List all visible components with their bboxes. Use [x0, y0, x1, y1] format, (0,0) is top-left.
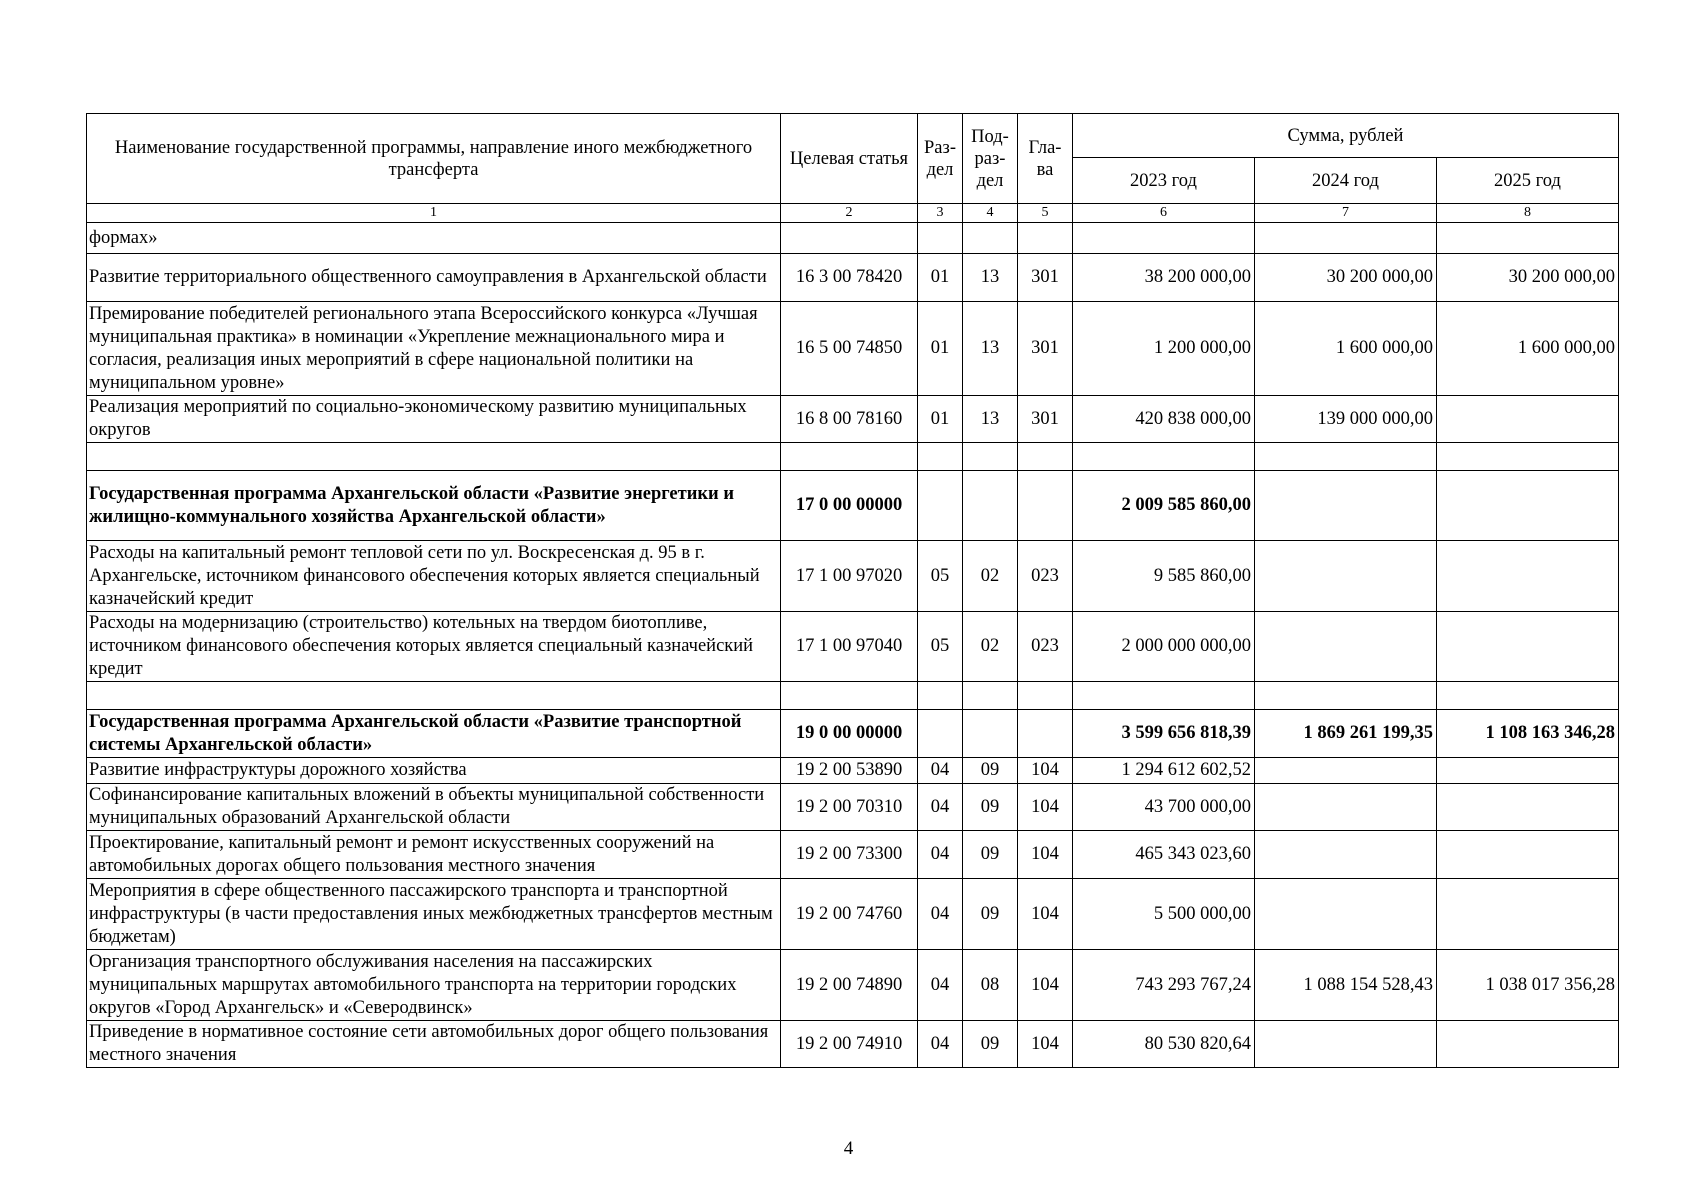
- table-row: [87, 879, 1619, 950]
- table-row: [87, 541, 1619, 612]
- table-row: [87, 831, 1619, 879]
- row-code: 16 5 00 74850: [781, 302, 918, 396]
- row-code: 17 0 00 00000: [781, 471, 918, 541]
- row-name: Государственная программа Архангельской области «Развитие энергетики и жилищно-коммунального хозяйства Архангельской области»: [87, 471, 781, 541]
- row-amount-2025: [1437, 396, 1619, 443]
- table-row: [87, 1021, 1619, 1068]
- row-amount-2025: [1437, 443, 1619, 471]
- row-amount-2023: [1073, 443, 1255, 471]
- row-amount-2024: [1255, 223, 1437, 254]
- header-subsection: Под-раз-дел: [963, 114, 1018, 204]
- row-name: [87, 443, 781, 471]
- row-podrazdel: 09: [963, 758, 1018, 784]
- row-razdel: 04: [918, 1021, 963, 1068]
- row-razdel: 04: [918, 784, 963, 831]
- column-number: 8: [1437, 204, 1619, 223]
- row-amount-2024: [1255, 682, 1437, 710]
- row-amount-2023: 743 293 767,24: [1073, 950, 1255, 1021]
- row-amount-2023: 2 000 000 000,00: [1073, 612, 1255, 682]
- row-code: [781, 223, 918, 254]
- column-number: 4: [963, 204, 1018, 223]
- row-code: 19 0 00 00000: [781, 710, 918, 758]
- page-number: 4: [843, 1138, 854, 1159]
- row-podrazdel: 08: [963, 950, 1018, 1021]
- row-amount-2023: 2 009 585 860,00: [1073, 471, 1255, 541]
- row-amount-2023: 420 838 000,00: [1073, 396, 1255, 443]
- header-sum: Сумма, рублей: [1073, 114, 1619, 158]
- row-name: Расходы на модернизацию (строительство) котельных на твердом биотопливе, источником финансового обеспечения которых является специальный казначейский кредит: [87, 612, 781, 682]
- column-number: 2: [781, 204, 918, 223]
- row-podrazdel: 09: [963, 831, 1018, 879]
- row-glava: [1018, 443, 1073, 471]
- row-razdel: [918, 710, 963, 758]
- row-code: 19 2 00 53890: [781, 758, 918, 784]
- row-amount-2023: 43 700 000,00: [1073, 784, 1255, 831]
- row-amount-2023: 1 294 612 602,52: [1073, 758, 1255, 784]
- header-year-2024: 2024 год: [1255, 158, 1437, 204]
- row-amount-2025: 1 600 000,00: [1437, 302, 1619, 396]
- header-year-2025: 2025 год: [1437, 158, 1619, 204]
- row-amount-2025: [1437, 879, 1619, 950]
- column-number: 3: [918, 204, 963, 223]
- header-year-2023: 2023 год: [1073, 158, 1255, 204]
- row-glava: 104: [1018, 831, 1073, 879]
- row-amount-2023: 465 343 023,60: [1073, 831, 1255, 879]
- row-amount-2025: 30 200 000,00: [1437, 254, 1619, 302]
- row-name: Софинансирование капитальных вложений в объекты муниципальной собственности муниципальных образований Архангельской области: [87, 784, 781, 831]
- column-number: 6: [1073, 204, 1255, 223]
- row-glava: 301: [1018, 254, 1073, 302]
- row-razdel: 04: [918, 950, 963, 1021]
- row-glava: 023: [1018, 612, 1073, 682]
- row-code: 19 2 00 74910: [781, 1021, 918, 1068]
- row-code: 19 2 00 70310: [781, 784, 918, 831]
- table-row: [87, 396, 1619, 443]
- row-razdel: 05: [918, 541, 963, 612]
- row-podrazdel: 09: [963, 879, 1018, 950]
- row-razdel: [918, 682, 963, 710]
- row-podrazdel: [963, 443, 1018, 471]
- row-amount-2024: [1255, 1021, 1437, 1068]
- row-code: 17 1 00 97020: [781, 541, 918, 612]
- row-podrazdel: 13: [963, 254, 1018, 302]
- row-code: 19 2 00 74890: [781, 950, 918, 1021]
- row-amount-2023: 9 585 860,00: [1073, 541, 1255, 612]
- row-glava: 104: [1018, 1021, 1073, 1068]
- row-glava: 301: [1018, 302, 1073, 396]
- row-razdel: 01: [918, 396, 963, 443]
- row-amount-2023: [1073, 223, 1255, 254]
- row-name: Приведение в нормативное состояние сети автомобильных дорог общего пользования местного значения: [87, 1021, 781, 1068]
- row-name: Реализация мероприятий по социально-экономическому развитию муниципальных округов: [87, 396, 781, 443]
- row-amount-2025: [1437, 471, 1619, 541]
- row-amount-2025: 1 038 017 356,28: [1437, 950, 1619, 1021]
- row-amount-2023: 3 599 656 818,39: [1073, 710, 1255, 758]
- row-amount-2024: 139 000 000,00: [1255, 396, 1437, 443]
- row-razdel: [918, 443, 963, 471]
- header-chapter: Гла-ва: [1018, 114, 1073, 204]
- row-razdel: 04: [918, 758, 963, 784]
- row-name: Государственная программа Архангельской области «Развитие транспортной системы Архангельской области»: [87, 710, 781, 758]
- row-podrazdel: [963, 682, 1018, 710]
- row-razdel: 05: [918, 612, 963, 682]
- row-amount-2025: [1437, 682, 1619, 710]
- row-razdel: [918, 223, 963, 254]
- row-podrazdel: 02: [963, 612, 1018, 682]
- row-name: Организация транспортного обслуживания населения на пассажирских муниципальных маршрутах автомобильного транспорта на территории городских округов «Город Архангельск» и «Северодвинск»: [87, 950, 781, 1021]
- row-name: Расходы на капитальный ремонт тепловой сети по ул. Воскресенская д. 95 в г. Архангельске, источником финансового обеспечения которых является специальный казначейский кредит: [87, 541, 781, 612]
- row-glava: 104: [1018, 879, 1073, 950]
- table-row: [87, 223, 1619, 254]
- row-glava: [1018, 710, 1073, 758]
- row-amount-2024: [1255, 758, 1437, 784]
- row-code: 19 2 00 73300: [781, 831, 918, 879]
- table-row: [87, 758, 1619, 784]
- row-amount-2024: [1255, 784, 1437, 831]
- row-glava: 023: [1018, 541, 1073, 612]
- row-amount-2025: [1437, 758, 1619, 784]
- row-razdel: 04: [918, 831, 963, 879]
- program-row: [87, 471, 1619, 541]
- row-amount-2024: [1255, 831, 1437, 879]
- row-podrazdel: [963, 223, 1018, 254]
- row-razdel: 01: [918, 254, 963, 302]
- row-name: Премирование победителей регионального этапа Всероссийского конкурса «Лучшая муниципальная практика» в номинации «Укрепление межнационального мира и согласия, реализация иных мероприятий в сфере национальной политики на муниципальном уровне»: [87, 302, 781, 396]
- row-razdel: [918, 471, 963, 541]
- column-number: 5: [1018, 204, 1073, 223]
- row-podrazdel: 13: [963, 302, 1018, 396]
- row-name: [87, 682, 781, 710]
- row-razdel: 01: [918, 302, 963, 396]
- table-row: [87, 254, 1619, 302]
- row-amount-2023: 80 530 820,64: [1073, 1021, 1255, 1068]
- row-name: Развитие инфраструктуры дорожного хозяйства: [87, 758, 781, 784]
- row-podrazdel: 09: [963, 1021, 1018, 1068]
- row-amount-2024: [1255, 612, 1437, 682]
- row-glava: 104: [1018, 950, 1073, 1021]
- row-code: 16 3 00 78420: [781, 254, 918, 302]
- table-row: [87, 302, 1619, 396]
- row-glava: [1018, 682, 1073, 710]
- row-glava: [1018, 471, 1073, 541]
- table-row-spacer: [87, 443, 1619, 471]
- row-amount-2025: 1 108 163 346,28: [1437, 710, 1619, 758]
- header-target-article: Целевая статья: [781, 114, 918, 204]
- column-number: 1: [87, 204, 781, 223]
- table-row: [87, 950, 1619, 1021]
- row-amount-2024: 1 600 000,00: [1255, 302, 1437, 396]
- row-podrazdel: [963, 471, 1018, 541]
- row-name: Проектирование, капитальный ремонт и ремонт искусственных сооружений на автомобильных дорогах общего пользования местного значения: [87, 831, 781, 879]
- row-amount-2023: 1 200 000,00: [1073, 302, 1255, 396]
- table-row-spacer: [87, 682, 1619, 710]
- row-podrazdel: 02: [963, 541, 1018, 612]
- row-glava: [1018, 223, 1073, 254]
- row-name: Развитие территориального общественного самоуправления в Архангельской области: [87, 254, 781, 302]
- row-amount-2024: [1255, 541, 1437, 612]
- row-amount-2025: [1437, 612, 1619, 682]
- table-row: [87, 784, 1619, 831]
- header-section: Раз-дел: [918, 114, 963, 204]
- row-amount-2025: [1437, 784, 1619, 831]
- row-amount-2025: [1437, 1021, 1619, 1068]
- row-amount-2024: 30 200 000,00: [1255, 254, 1437, 302]
- row-glava: 104: [1018, 784, 1073, 831]
- row-amount-2025: [1437, 541, 1619, 612]
- row-glava: 301: [1018, 396, 1073, 443]
- header-name: Наименование государственной программы, направление иного межбюджетного трансферта: [87, 114, 781, 204]
- row-amount-2024: 1 088 154 528,43: [1255, 950, 1437, 1021]
- row-code: 17 1 00 97040: [781, 612, 918, 682]
- row-podrazdel: 13: [963, 396, 1018, 443]
- column-number: 7: [1255, 204, 1437, 223]
- row-glava: 104: [1018, 758, 1073, 784]
- row-amount-2025: [1437, 831, 1619, 879]
- budget-table: [86, 113, 1619, 1068]
- row-amount-2024: [1255, 879, 1437, 950]
- row-razdel: 04: [918, 879, 963, 950]
- row-amount-2023: 38 200 000,00: [1073, 254, 1255, 302]
- row-amount-2024: 1 869 261 199,35: [1255, 710, 1437, 758]
- program-row: [87, 710, 1619, 758]
- row-amount-2023: [1073, 682, 1255, 710]
- row-podrazdel: [963, 710, 1018, 758]
- row-name: формах»: [87, 223, 781, 254]
- table-row: [87, 612, 1619, 682]
- row-amount-2025: [1437, 223, 1619, 254]
- row-code: [781, 682, 918, 710]
- row-amount-2024: [1255, 443, 1437, 471]
- row-amount-2023: 5 500 000,00: [1073, 879, 1255, 950]
- row-code: 16 8 00 78160: [781, 396, 918, 443]
- row-code: 19 2 00 74760: [781, 879, 918, 950]
- row-name: Мероприятия в сфере общественного пассажирского транспорта и транспортной инфраструктуры (в части предоставления иных межбюджетных трансфертов местным бюджетам): [87, 879, 781, 950]
- row-amount-2024: [1255, 471, 1437, 541]
- column-number-row: [87, 204, 1619, 223]
- row-podrazdel: 09: [963, 784, 1018, 831]
- row-code: [781, 443, 918, 471]
